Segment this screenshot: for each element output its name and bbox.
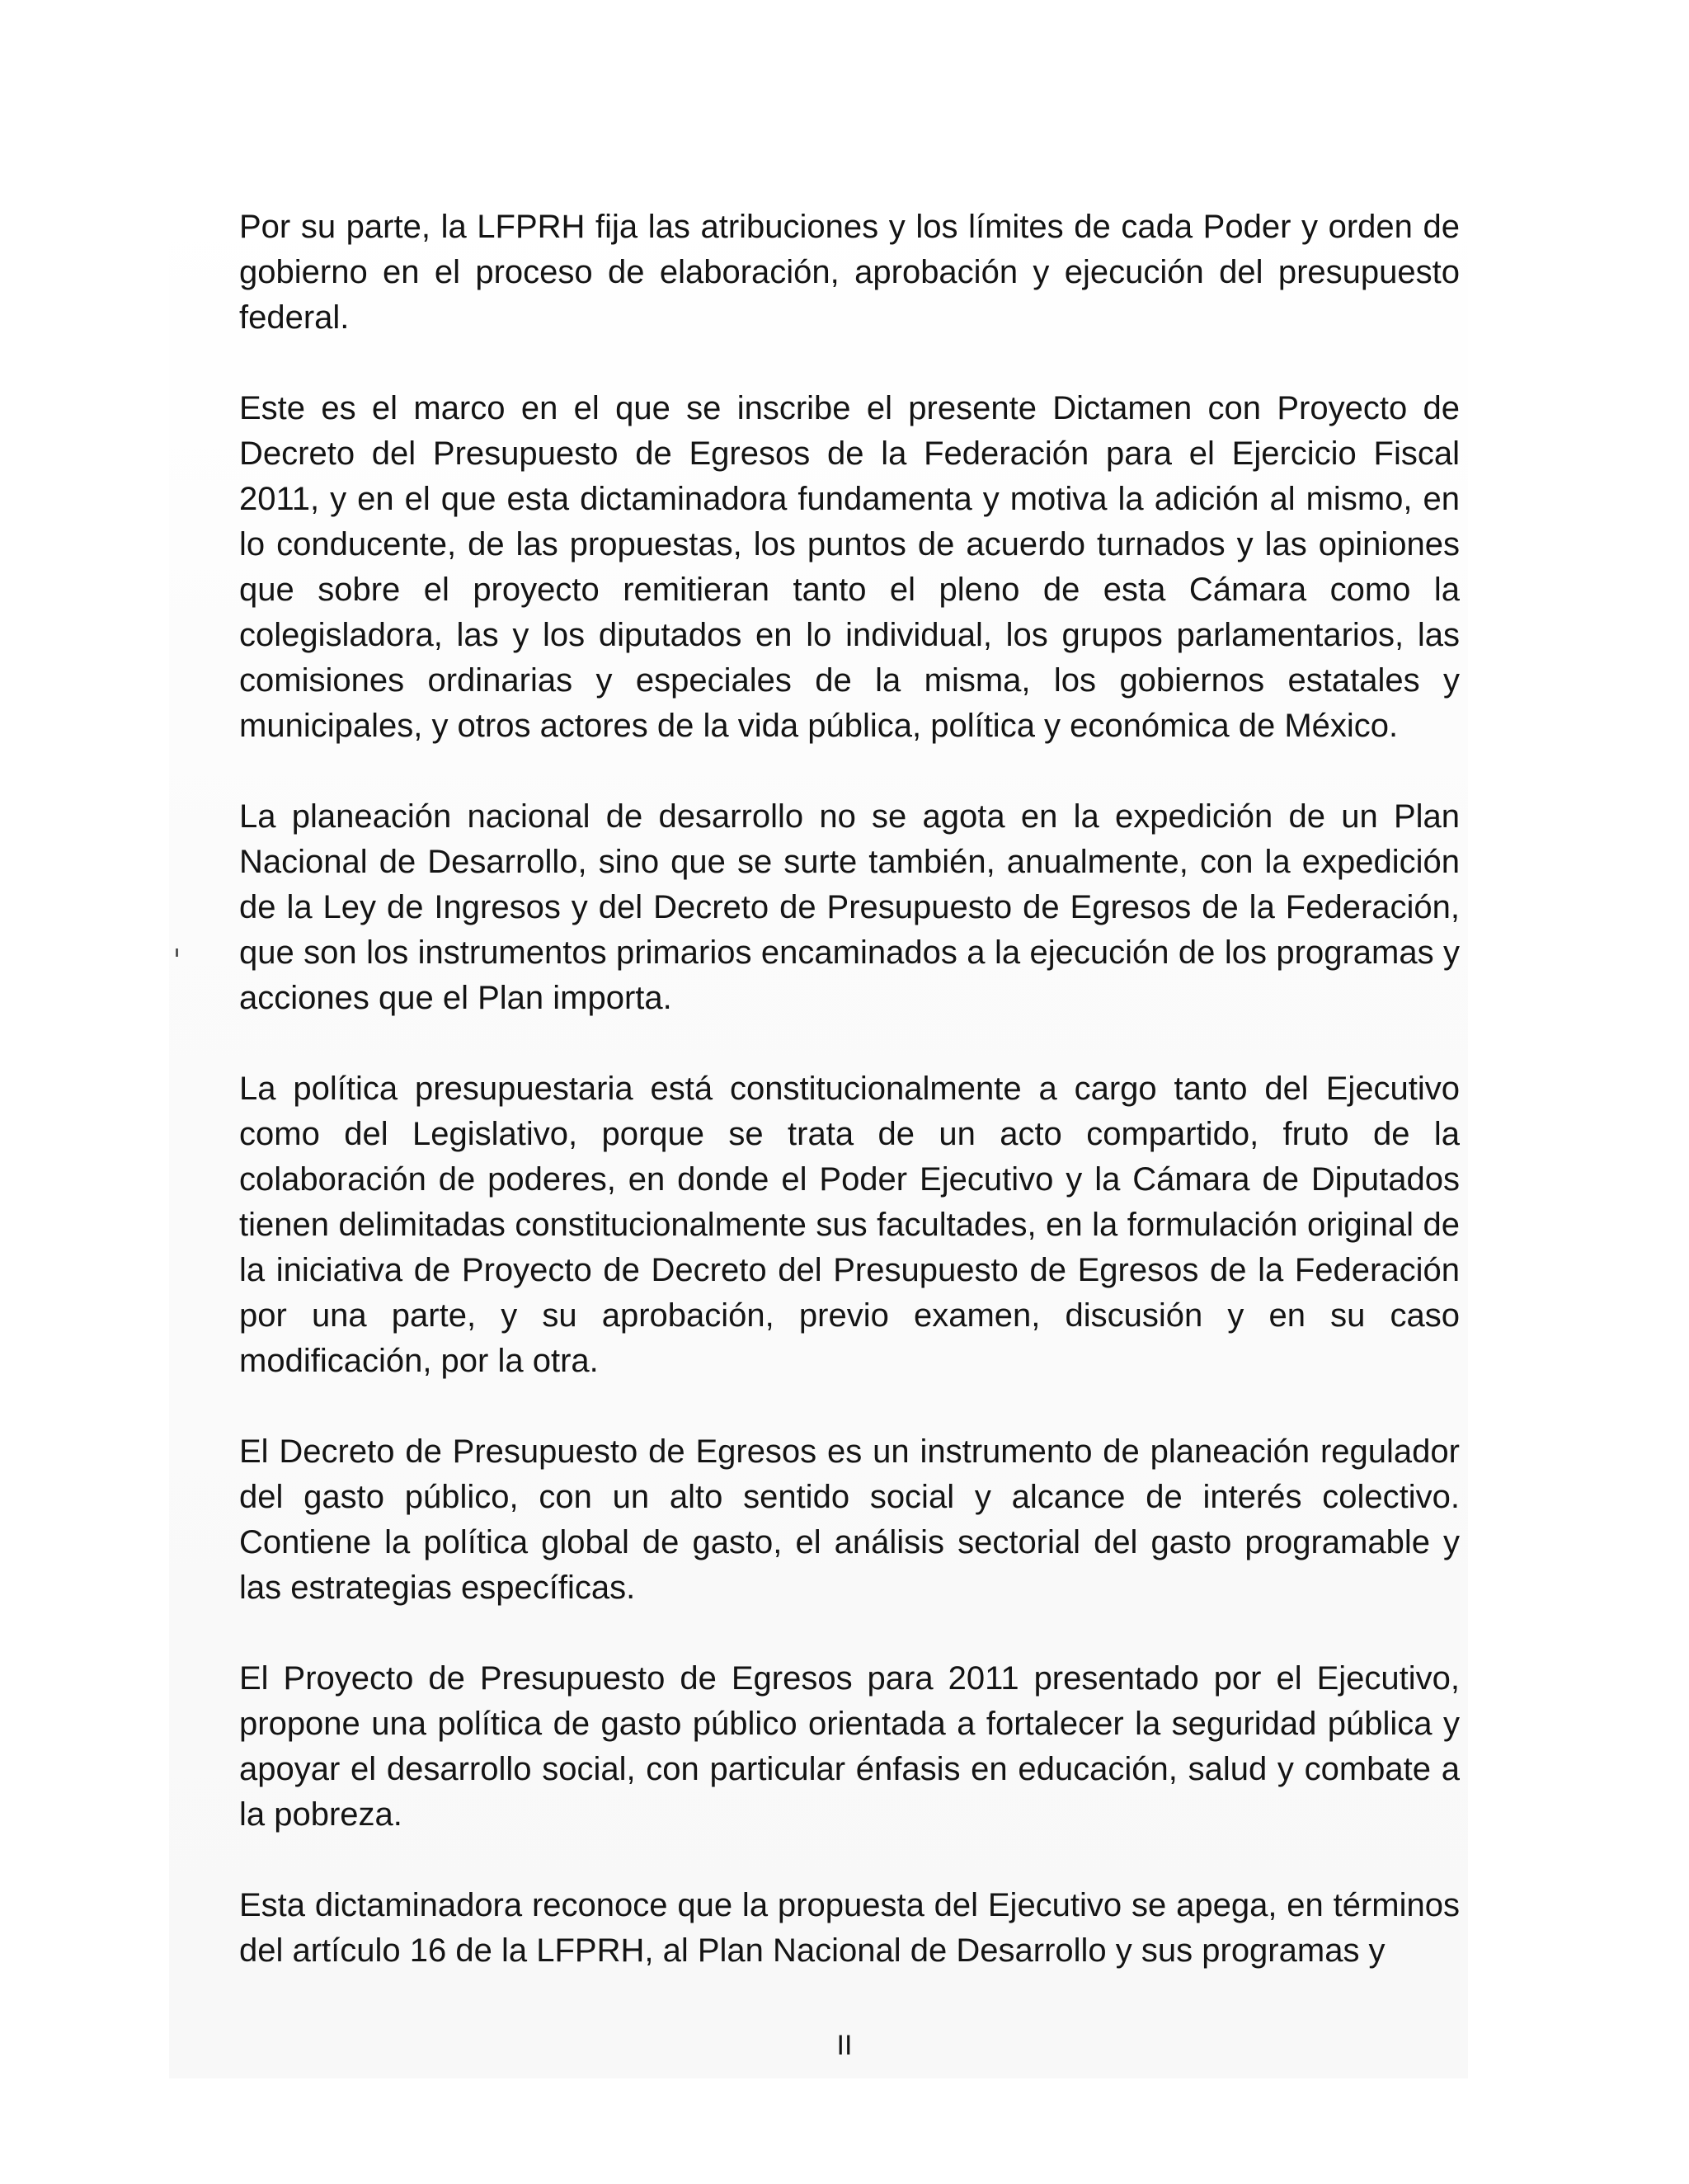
- document-body: [239, 205, 1460, 2019]
- paragraph-2: Este es el marco en el que se inscribe el presente Dictamen con Proyecto de Decreto del Presupuesto de Egresos de la Federación para el Ejercicio Fiscal 2011, y en el que esta dictaminadora fundamenta y motiva la adición al mismo, en lo conducente, de las propuestas, los puntos de acuerdo turnados y las opiniones que sobre el proyecto remitieran tanto el pleno de esta Cámara como la colegisladora, las y los diputados en lo individual, los grupos parlamentarios, las comisiones ordinarias y especiales de la misma, los gobiernos estatales y municipales, y otros actores de la vida pública, política y económica de México.: [239, 390, 1460, 744]
- paragraph-1: Por su parte, la LFPRH fija las atribuciones y los límites de cada Poder y orden de gobierno en el proceso de elaboración, aprobación y ejecución del presupuesto federal.: [239, 209, 1460, 336]
- page-number: II: [836, 2030, 853, 2061]
- paragraph-6: El Proyecto de Presupuesto de Egresos para 2011 presentado por el Ejecutivo, propone una política de gasto público orientada a fortalecer la seguridad pública y apoyar el desarrollo social, con particular énfasis en educación, salud y combate a la pobreza.: [239, 1660, 1460, 1833]
- stray-mark: [176, 948, 178, 957]
- paragraph-5: El Decreto de Presupuesto de Egresos es un instrumento de planeación regulador del gasto público, con un alto sentido social y alcance de interés colectivo. Contiene la política global de gasto, el análisis sectorial del gasto programable y las estrategias específicas.: [239, 1433, 1460, 1606]
- paragraph-4: La política presupuestaria está constitucionalmente a cargo tanto del Ejecutivo como del Legislativo, porque se trata de un acto compartido, fruto de la colaboración de poderes, en donde el Poder Ejecutivo y la Cámara de Diputados tienen delimitadas constitucionalmente sus facultades, en la formulación original de la iniciativa de Proyecto de Decreto del Presupuesto de Egresos de la Federación por una parte, y su aprobación, previo examen, discusión y en su caso modificación, por la otra.: [239, 1071, 1460, 1379]
- paragraph-3: La planeación nacional de desarrollo no se agota en la expedición de un Plan Nacional de Desarrollo, sino que se surte también, anualmente, con la expedición de la Ley de Ingresos y del Decreto de Presupuesto de Egresos de la Federación, que son los instrumentos primarios encaminados a la ejecución de los programas y acciones que el Plan importa.: [239, 798, 1460, 1016]
- paragraph-7: Esta dictaminadora reconoce que la propuesta del Ejecutivo se apega, en términos del artículo 16 de la LFPRH, al Plan Nacional de Desarrollo y sus programas y: [239, 1887, 1460, 1969]
